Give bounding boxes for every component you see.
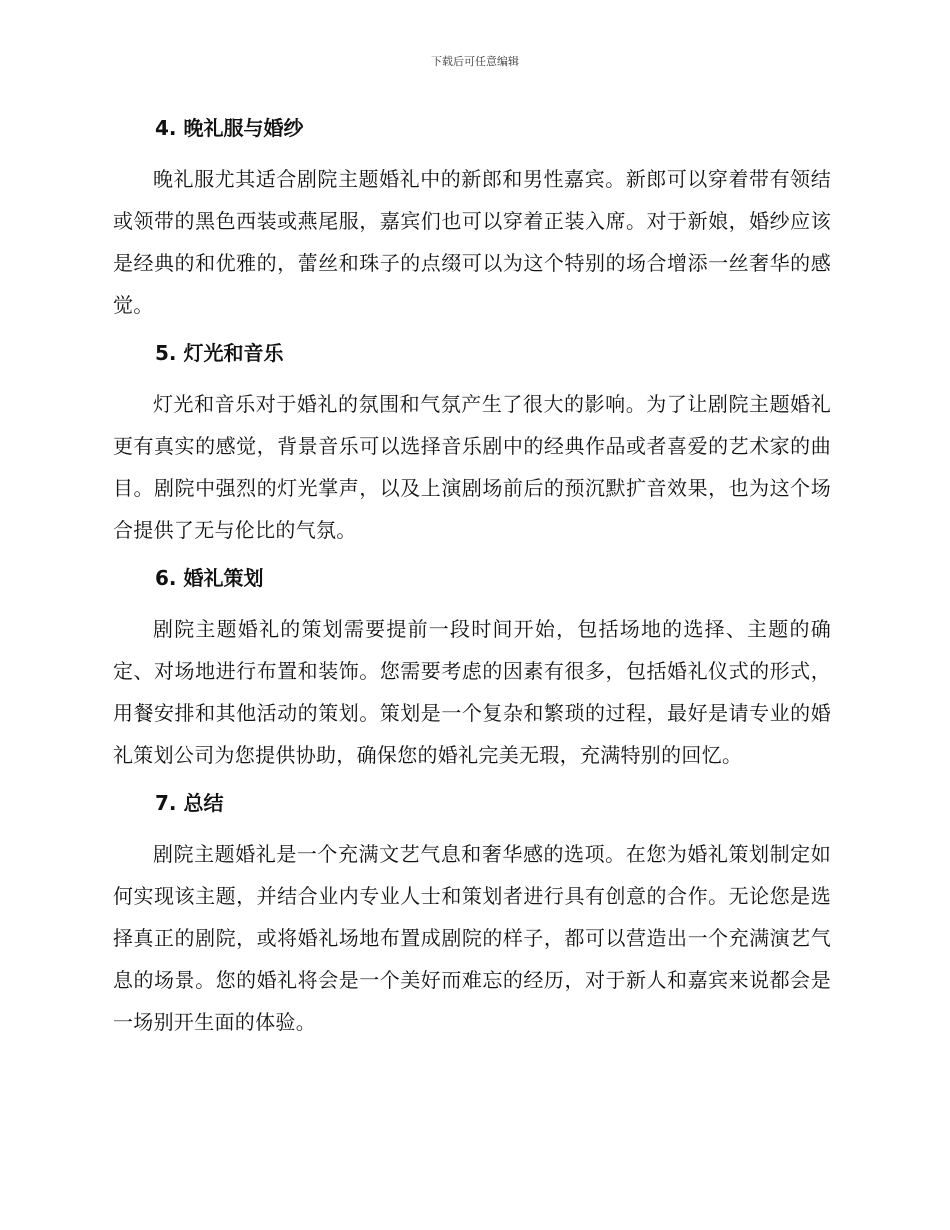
section-heading: 6. 婚礼策划: [155, 566, 264, 590]
section-heading: 5. 灯光和音乐: [155, 341, 284, 365]
page-header: 下载后可任意编辑: [431, 55, 519, 68]
section-paragraph: 剧院主题婚礼是一个充满文艺气息和奢华感的选项。在您为婚礼策划制定如何实现该主题，并结合业内专业人士和策划者进行具有创意的合作。无论您是选择真正的剧院，或将婚礼场地布置成剧院的样子，都可以营造出一个充满演艺气息的场景。您的婚礼将会是一个美好而难忘的经历，对于新人和嘉宾来说都会是一场别开生面的体验。: [113, 842, 831, 1034]
section-paragraph: 剧院主题婚礼的策划需要提前一段时间开始，包括场地的选择、主题的确定、对场地进行布置和装饰。您需要考虑的因素有很多，包括婚礼仪式的形式，用餐安排和其他活动的策划。策划是一个复杂和繁琐的过程，最好是请专业的婚礼策划公司为您提供协助，确保您的婚礼完美无瑕，充满特别的回忆。: [113, 617, 831, 767]
section-wedding-planning: [113, 558, 831, 776]
document-body: [113, 108, 831, 1050]
section-paragraph: 灯光和音乐对于婚礼的氛围和气氛产生了很大的影响。为了让剧院主题婚礼更有真实的感觉，背景音乐可以选择音乐剧中的经典作品或者喜爱的艺术家的曲目。剧院中强烈的灯光掌声，以及上演剧场前后的预沉默扩音效果，也为这个场合提供了无与伦比的气氛。: [113, 392, 831, 542]
section-lighting-and-music: [113, 333, 831, 551]
section-summary: [113, 783, 831, 1043]
section-evening-wear-and-wedding-dress: [113, 108, 831, 326]
section-heading: 7. 总结: [155, 791, 224, 815]
section-paragraph: 晚礼服尤其适合剧院主题婚礼中的新郎和男性嘉宾。新郎可以穿着带有领结或领带的黑色西装或燕尾服，嘉宾们也可以穿着正装入席。对于新娘，婚纱应该是经典的和优雅的，蕾丝和珠子的点缀可以为这个特别的场合增添一丝奢华的感觉。: [113, 167, 831, 317]
section-heading: 4. 晚礼服与婚纱: [155, 116, 304, 140]
